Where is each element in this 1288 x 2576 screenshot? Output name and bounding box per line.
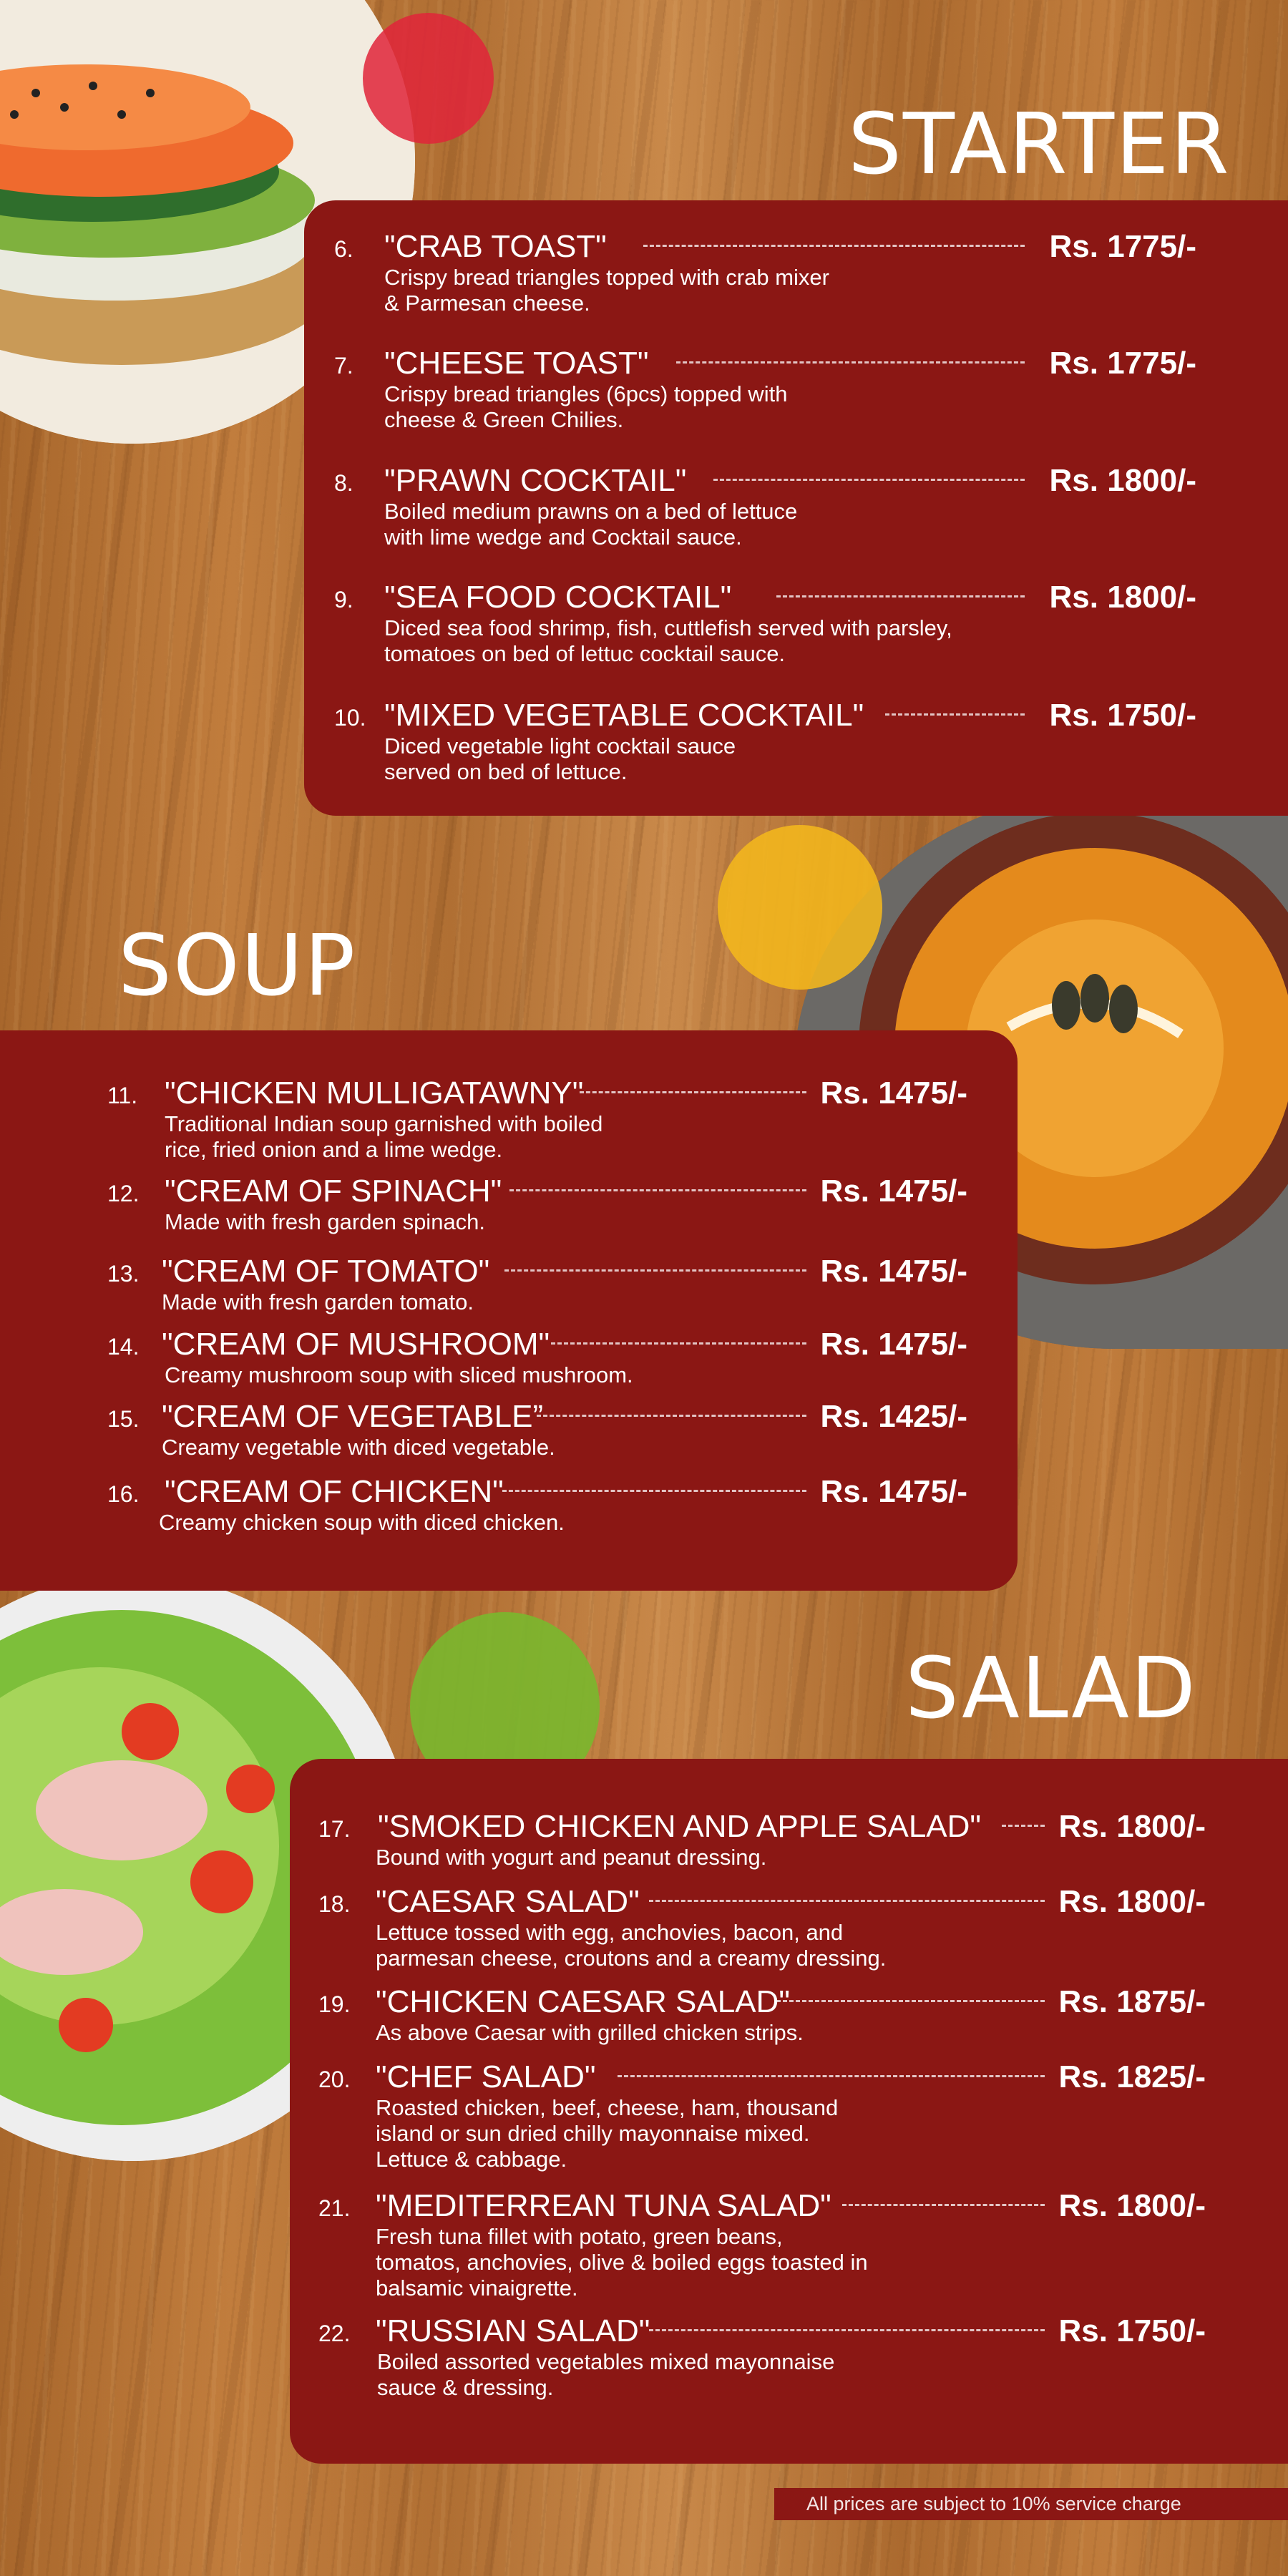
item-price: Rs. 1475/- (820, 1174, 967, 1209)
item-description: Made with fresh garden spinach. (165, 1209, 486, 1234)
item-title: "CHEF SALAD" (376, 2059, 596, 2094)
item-price: Rs. 1475/- (820, 1327, 967, 1362)
item-title: "CREAM OF MUSHROOM" (162, 1327, 550, 1362)
salad-heading: SALAD (905, 1639, 1197, 1737)
item-number: 20. (318, 2067, 351, 2092)
item-number: 13. (107, 1261, 140, 1287)
leader-dots (649, 2329, 1045, 2331)
item-price: Rs. 1800/- (1058, 1884, 1206, 1919)
item-title: "CHICKEN MULLIGATAWNY" (165, 1075, 584, 1111)
item-description: Crispy bread triangles topped with crab mixer & Parmesan cheese. (384, 265, 829, 316)
item-number: 11. (107, 1083, 138, 1108)
item-price: Rs. 1775/- (1049, 346, 1196, 381)
item-price: Rs. 1825/- (1058, 2059, 1206, 2094)
item-title: "CHEESE TOAST" (384, 346, 649, 381)
item-description: Boiled medium prawns on a bed of lettuce with lime wedge and Cocktail sauce. (384, 499, 798, 550)
leader-dots (842, 2204, 1045, 2206)
item-title: "CREAM OF VEGETABLE” (162, 1399, 544, 1434)
item-title: "RUSSIAN SALAD" (376, 2313, 650, 2348)
item-price: Rs. 1875/- (1058, 1984, 1206, 2019)
item-number: 6. (334, 236, 353, 262)
item-description: As above Caesar with grilled chicken strips. (376, 2020, 804, 2045)
item-description: Creamy chicken soup with diced chicken. (159, 1510, 565, 1535)
item-price: Rs. 1750/- (1049, 698, 1196, 733)
item-title: "CRAB TOAST" (384, 229, 607, 264)
item-description: Creamy mushroom soup with sliced mushroom. (165, 1362, 633, 1387)
leader-dots (649, 1900, 1045, 1902)
item-title: "PRAWN COCKTAIL" (384, 463, 687, 498)
starter-heading: STARTER (848, 94, 1231, 193)
leader-dots (580, 1091, 806, 1093)
red-accent-circle (363, 13, 494, 144)
item-title: "CHICKEN CAESAR SALAD" (376, 1984, 790, 2019)
item-title: "MEDITERREAN TUNA SALAD" (376, 2188, 831, 2223)
leader-dots (537, 1415, 806, 1417)
item-description: Crispy bread triangles (6pcs) topped with cheese & Green Chilies. (384, 381, 788, 432)
item-description: Creamy vegetable with diced vegetable. (162, 1435, 555, 1460)
leader-dots (509, 1189, 806, 1191)
item-price: Rs. 1800/- (1058, 2188, 1206, 2223)
item-price: Rs. 1800/- (1049, 463, 1196, 498)
leader-dots (1002, 1825, 1045, 1827)
item-number: 16. (107, 1481, 140, 1507)
item-price: Rs. 1475/- (820, 1075, 967, 1111)
salad-panel (290, 1759, 1288, 2464)
item-number: 10. (334, 705, 366, 731)
item-number: 22. (318, 2321, 351, 2346)
item-description: Lettuce tossed with egg, anchovies, bacon, and parmesan cheese, croutons and a creamy dressing. (376, 1920, 887, 1971)
leader-dots (676, 361, 1025, 364)
item-price: Rs. 1800/- (1049, 580, 1196, 615)
leader-dots (776, 595, 1025, 597)
item-number: 8. (334, 470, 353, 496)
item-title: "CREAM OF CHICKEN" (165, 1474, 504, 1509)
item-description: Diced vegetable light cocktail sauce served on bed of lettuce. (384, 733, 736, 784)
leader-dots (502, 1490, 806, 1492)
item-number: 19. (318, 1991, 351, 2017)
item-description: Roasted chicken, beef, cheese, ham, thousand island or sun dried chilly mayonnaise mixed. Lettuce & cabbage. (376, 2095, 839, 2172)
item-title: "MIXED VEGETABLE COCKTAIL" (384, 698, 864, 733)
leader-dots (885, 713, 1025, 716)
item-description: Diced sea food shrimp, fish, cuttlefish served with parsley, tomatoes on bed of lettuc cocktail sauce. (384, 615, 952, 666)
item-number: 12. (107, 1181, 140, 1206)
item-number: 7. (334, 353, 353, 379)
item-title: "SEA FOOD COCKTAIL" (384, 580, 732, 615)
starter-panel (304, 200, 1288, 816)
item-description: Fresh tuna fillet with potato, green beans, tomatos, anchovies, olive & boiled eggs toasted in balsamic vinaigrette. (376, 2224, 868, 2301)
leader-dots (643, 245, 1025, 247)
item-title: "SMOKED CHICKEN AND APPLE SALAD" (378, 1809, 982, 1844)
soup-panel (0, 1030, 1018, 1591)
leader-dots (551, 1342, 806, 1345)
soup-heading: SOUP (118, 916, 357, 1015)
leader-dots (504, 1269, 806, 1272)
item-title: "CREAM OF TOMATO" (162, 1254, 490, 1289)
item-number: 9. (334, 587, 353, 613)
item-price: Rs. 1475/- (820, 1254, 967, 1289)
item-number: 15. (107, 1406, 140, 1432)
leader-dots (618, 2075, 1045, 2077)
leader-dots (776, 2000, 1045, 2002)
item-number: 18. (318, 1891, 351, 1917)
item-price: Rs. 1475/- (820, 1474, 967, 1509)
leader-dots (713, 479, 1025, 481)
item-number: 21. (318, 2195, 351, 2221)
item-description: Traditional Indian soup garnished with boiled rice, fried onion and a lime wedge. (165, 1111, 603, 1162)
item-number: 14. (107, 1334, 140, 1360)
item-price: Rs. 1775/- (1049, 229, 1196, 264)
item-number: 17. (318, 1816, 351, 1842)
item-title: "CREAM OF SPINACH" (165, 1174, 502, 1209)
item-price: Rs. 1425/- (820, 1399, 967, 1434)
item-price: Rs. 1800/- (1058, 1809, 1206, 1844)
item-price: Rs. 1750/- (1058, 2313, 1206, 2348)
yellow-accent-circle (718, 825, 882, 990)
item-description: Bound with yogurt and peanut dressing. (376, 1845, 767, 1870)
item-description: Made with fresh garden tomato. (162, 1289, 474, 1314)
item-description: Boiled assorted vegetables mixed mayonnaise sauce & dressing. (377, 2349, 835, 2400)
item-title: "CAESAR SALAD" (376, 1884, 640, 1919)
service-charge-note: All prices are subject to 10% service charge (774, 2488, 1288, 2520)
